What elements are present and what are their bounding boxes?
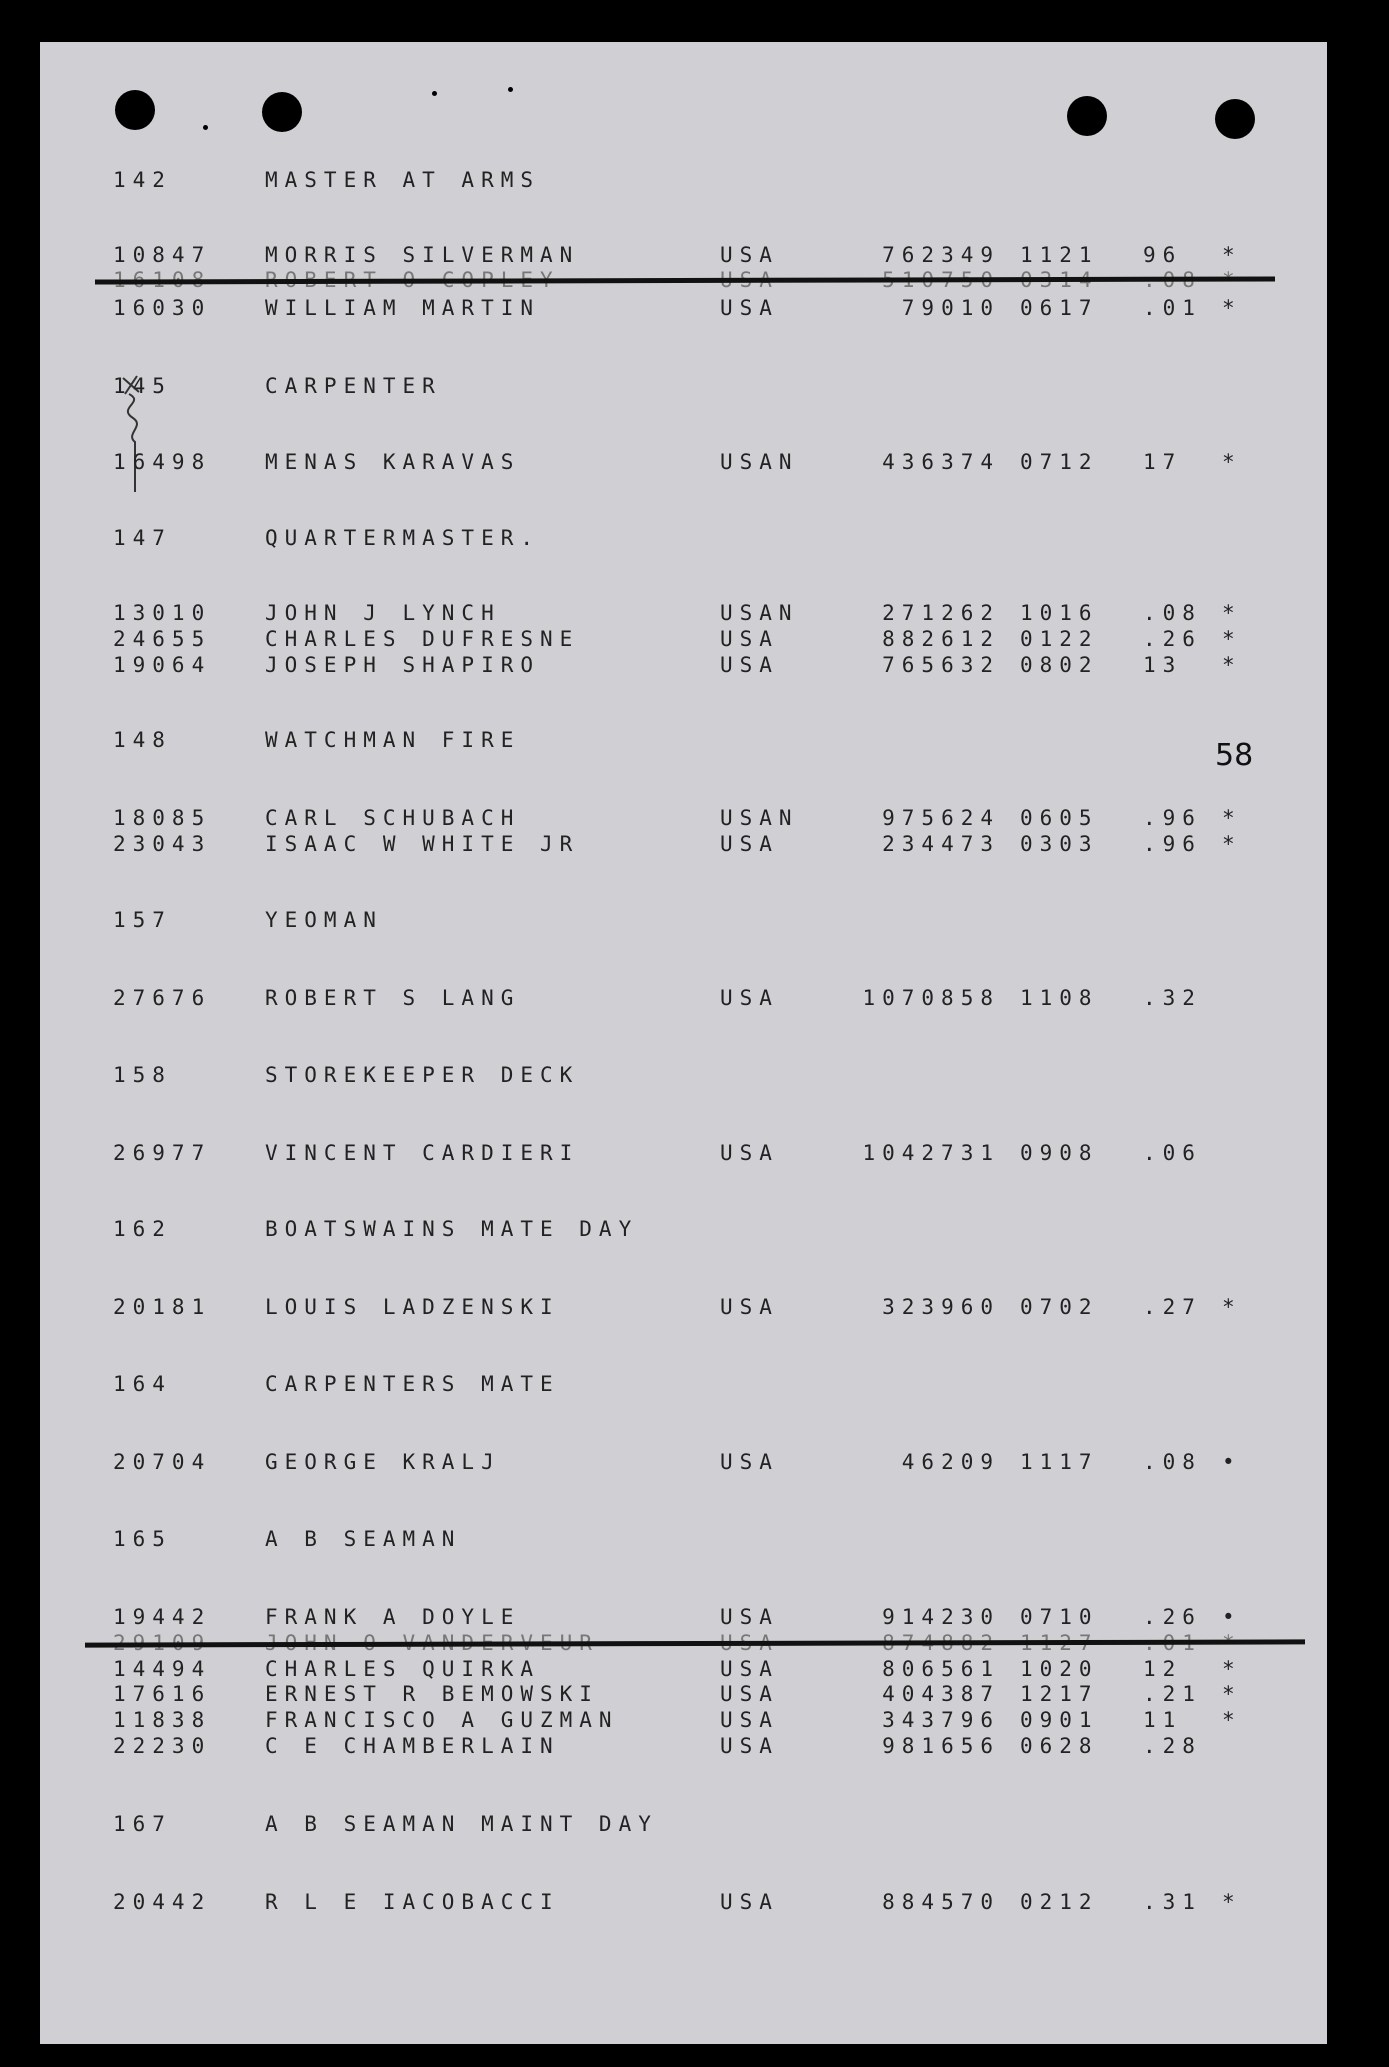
entry-id: 11838 [113,1708,212,1732]
entry-id: 16030 [113,296,212,320]
entry-row [0,1141,1389,1169]
punch-hole-1 [115,90,155,130]
entry-id: 20442 [113,1890,212,1914]
entry-id: 19442 [113,1605,212,1629]
entry-flag: * [1222,243,1235,267]
entry-date: 0702 [1020,1295,1099,1319]
section-code: 148 [113,728,172,752]
entry-rate: .27 [1143,1295,1202,1319]
entry-date: 0901 [1020,1708,1099,1732]
entry-row [0,1295,1389,1323]
section-code: 165 [113,1527,172,1551]
entry-flag: * [1222,1295,1235,1319]
entry-number: 914230 [882,1605,1000,1629]
section-code: 142 [113,168,172,192]
entry-citizenship: USA [720,1890,779,1914]
entry-name: FRANK A DOYLE [265,1605,521,1629]
entry-flag: • [1222,1605,1235,1629]
section-code: 162 [113,1217,172,1241]
entry-citizenship: USA [720,653,779,677]
section-title: CARPENTERS MATE [265,1372,560,1396]
entry-date: 1121 [1020,243,1099,267]
entry-date: 0710 [1020,1605,1099,1629]
entry-rate: .26 [1143,1605,1202,1629]
section-code: 157 [113,908,172,932]
entry-date: 0712 [1020,450,1099,474]
entry-citizenship: USA [720,243,779,267]
entry-number: 806561 [882,1657,1000,1681]
section-title: A B SEAMAN MAINT DAY [265,1812,658,1836]
section-header [0,1812,1389,1840]
section-header [0,526,1389,554]
entry-id: 23043 [113,832,212,856]
entry-citizenship: USA [720,1657,779,1681]
entry-date: 0605 [1020,806,1099,830]
entry-flag: * [1222,1708,1235,1732]
entry-flag: * [1222,627,1235,651]
entry-citizenship: USA [720,832,779,856]
entry-name: CARL SCHUBACH [265,806,521,830]
entry-flag: • [1222,1450,1235,1474]
entry-row [0,1657,1389,1685]
entry-row [0,1682,1389,1710]
entry-id: 16498 [113,450,212,474]
entry-row [0,627,1389,655]
entry-row [0,243,1389,271]
section-title: BOATSWAINS MATE DAY [265,1217,639,1241]
entry-rate: 17 [1143,450,1183,474]
entry-rate: .96 [1143,832,1202,856]
section-title: YEOMAN [265,908,383,932]
entry-row [0,806,1389,834]
entry-citizenship: USAN [720,450,799,474]
entry-row [0,986,1389,1014]
entry-id: 20704 [113,1450,212,1474]
entry-number: 762349 [882,243,1000,267]
entry-date: 0212 [1020,1890,1099,1914]
entry-number: 271262 [882,601,1000,625]
entry-id: 13010 [113,601,212,625]
section-title: QUARTERMASTER. [265,526,541,550]
entry-number: 79010 [901,296,1000,320]
entry-row [0,450,1389,478]
entry-date: 1117 [1020,1450,1099,1474]
entry-id: 18085 [113,806,212,830]
entry-flag: * [1222,653,1235,677]
entry-name: CHARLES DUFRESNE [265,627,580,651]
entry-date: 1108 [1020,986,1099,1010]
entry-rate: .21 [1143,1682,1202,1706]
entry-number: 1042731 [862,1141,1000,1165]
entry-rate: 96 [1143,243,1183,267]
entry-citizenship: USA [720,1295,779,1319]
entry-row [0,296,1389,324]
entry-name: MORRIS SILVERMAN [265,243,580,267]
entry-citizenship: USA [720,627,779,651]
entry-id: 17616 [113,1682,212,1706]
entry-citizenship: USA [720,1682,779,1706]
entry-row [0,832,1389,860]
punch-hole-2 [262,92,302,132]
entry-id: 19064 [113,653,212,677]
section-header [0,1527,1389,1555]
entry-flag: * [1222,296,1235,320]
entry-rate: .08 [1143,1450,1202,1474]
entry-id: 27676 [113,986,212,1010]
entry-date: 1020 [1020,1657,1099,1681]
punch-hole-3 [1067,96,1107,136]
entry-id: 10847 [113,243,212,267]
entry-name: MENAS KARAVAS [265,450,521,474]
entry-rate: .01 [1143,296,1202,320]
entry-citizenship: USAN [720,601,799,625]
entry-id: 24655 [113,627,212,651]
entry-row [0,1708,1389,1736]
entry-rate: .32 [1143,986,1202,1010]
entry-citizenship: USA [720,986,779,1010]
entry-number: 765632 [882,653,1000,677]
entry-citizenship: USA [720,1734,779,1758]
section-title: MASTER AT ARMS [265,168,541,192]
entry-name: ROBERT S LANG [265,986,521,1010]
speck [203,125,208,130]
entry-name: C E CHAMBERLAIN [265,1734,560,1758]
entry-rate: 12 [1143,1657,1183,1681]
section-title: WATCHMAN FIRE [265,728,521,752]
entry-row [0,1890,1389,1918]
punch-hole-4 [1215,99,1255,139]
entry-date: 1217 [1020,1682,1099,1706]
entry-flag: * [1222,1890,1235,1914]
entry-name: CHARLES QUIRKA [265,1657,541,1681]
entry-id: 14494 [113,1657,212,1681]
section-header [0,1217,1389,1245]
entry-citizenship: USAN [720,806,799,830]
speck [508,87,513,92]
entry-row [0,601,1389,629]
entry-flag: * [1222,832,1235,856]
section-code: 167 [113,1812,172,1836]
speck [432,91,437,96]
section-header [0,1372,1389,1400]
entry-rate: .08 [1143,601,1202,625]
entry-name: FRANCISCO A GUZMAN [265,1708,619,1732]
entry-date: 0908 [1020,1141,1099,1165]
entry-row [0,653,1389,681]
entry-date: 0802 [1020,653,1099,677]
section-title: CARPENTER [265,374,442,398]
entry-name: R L E IACOBACCI [265,1890,560,1914]
entry-date: 0122 [1020,627,1099,651]
page-number: 58 [1215,738,1254,773]
entry-number: 436374 [882,450,1000,474]
entry-name: LOUIS LADZENSKI [265,1295,560,1319]
entry-date: 0303 [1020,832,1099,856]
entry-citizenship: USA [720,1450,779,1474]
entry-name: WILLIAM MARTIN [265,296,541,320]
section-title: A B SEAMAN [265,1527,462,1551]
section-header [0,908,1389,936]
entry-name: ERNEST R BEMOWSKI [265,1682,599,1706]
entry-number: 46209 [901,1450,1000,1474]
entry-id: 20181 [113,1295,212,1319]
entry-citizenship: USA [720,1141,779,1165]
entry-rate: .31 [1143,1890,1202,1914]
entry-rate: 13 [1143,653,1183,677]
section-code: 158 [113,1063,172,1087]
entry-number: 234473 [882,832,1000,856]
entry-rate: .96 [1143,806,1202,830]
entry-rate: .28 [1143,1734,1202,1758]
section-header [0,728,1389,756]
entry-id: 26977 [113,1141,212,1165]
entry-citizenship: USA [720,1605,779,1629]
entry-row [0,1605,1389,1633]
section-header [0,168,1389,196]
entry-rate: .26 [1143,627,1202,651]
entry-citizenship: USA [720,1708,779,1732]
entry-rate: .06 [1143,1141,1202,1165]
entry-name: ISAAC W WHITE JR [265,832,580,856]
entry-id: 22230 [113,1734,212,1758]
speck [837,24,842,29]
entry-flag: * [1222,601,1235,625]
entry-flag: * [1222,1682,1235,1706]
section-code: 145 [113,374,172,398]
section-header [0,1063,1389,1091]
entry-number: 323960 [882,1295,1000,1319]
entry-flag: * [1222,806,1235,830]
entry-name: VINCENT CARDIERI [265,1141,580,1165]
section-code: 147 [113,526,172,550]
entry-flag: * [1222,1657,1235,1681]
entry-number: 404387 [882,1682,1000,1706]
entry-row [0,1734,1389,1762]
entry-number: 981656 [882,1734,1000,1758]
entry-name: JOHN J LYNCH [265,601,501,625]
entry-citizenship: USA [720,296,779,320]
section-code: 164 [113,1372,172,1396]
entry-number: 882612 [882,627,1000,651]
entry-flag: * [1222,450,1235,474]
entry-rate: 11 [1143,1708,1183,1732]
entry-number: 343796 [882,1708,1000,1732]
entry-date: 0628 [1020,1734,1099,1758]
entry-date: 1016 [1020,601,1099,625]
entry-name: JOSEPH SHAPIRO [265,653,541,677]
entry-name: GEORGE KRALJ [265,1450,501,1474]
section-header [0,374,1389,402]
section-title: STOREKEEPER DECK [265,1063,580,1087]
entry-number: 1070858 [862,986,1000,1010]
entry-date: 0617 [1020,296,1099,320]
entry-row [0,1450,1389,1478]
entry-number: 884570 [882,1890,1000,1914]
entry-number: 975624 [882,806,1000,830]
